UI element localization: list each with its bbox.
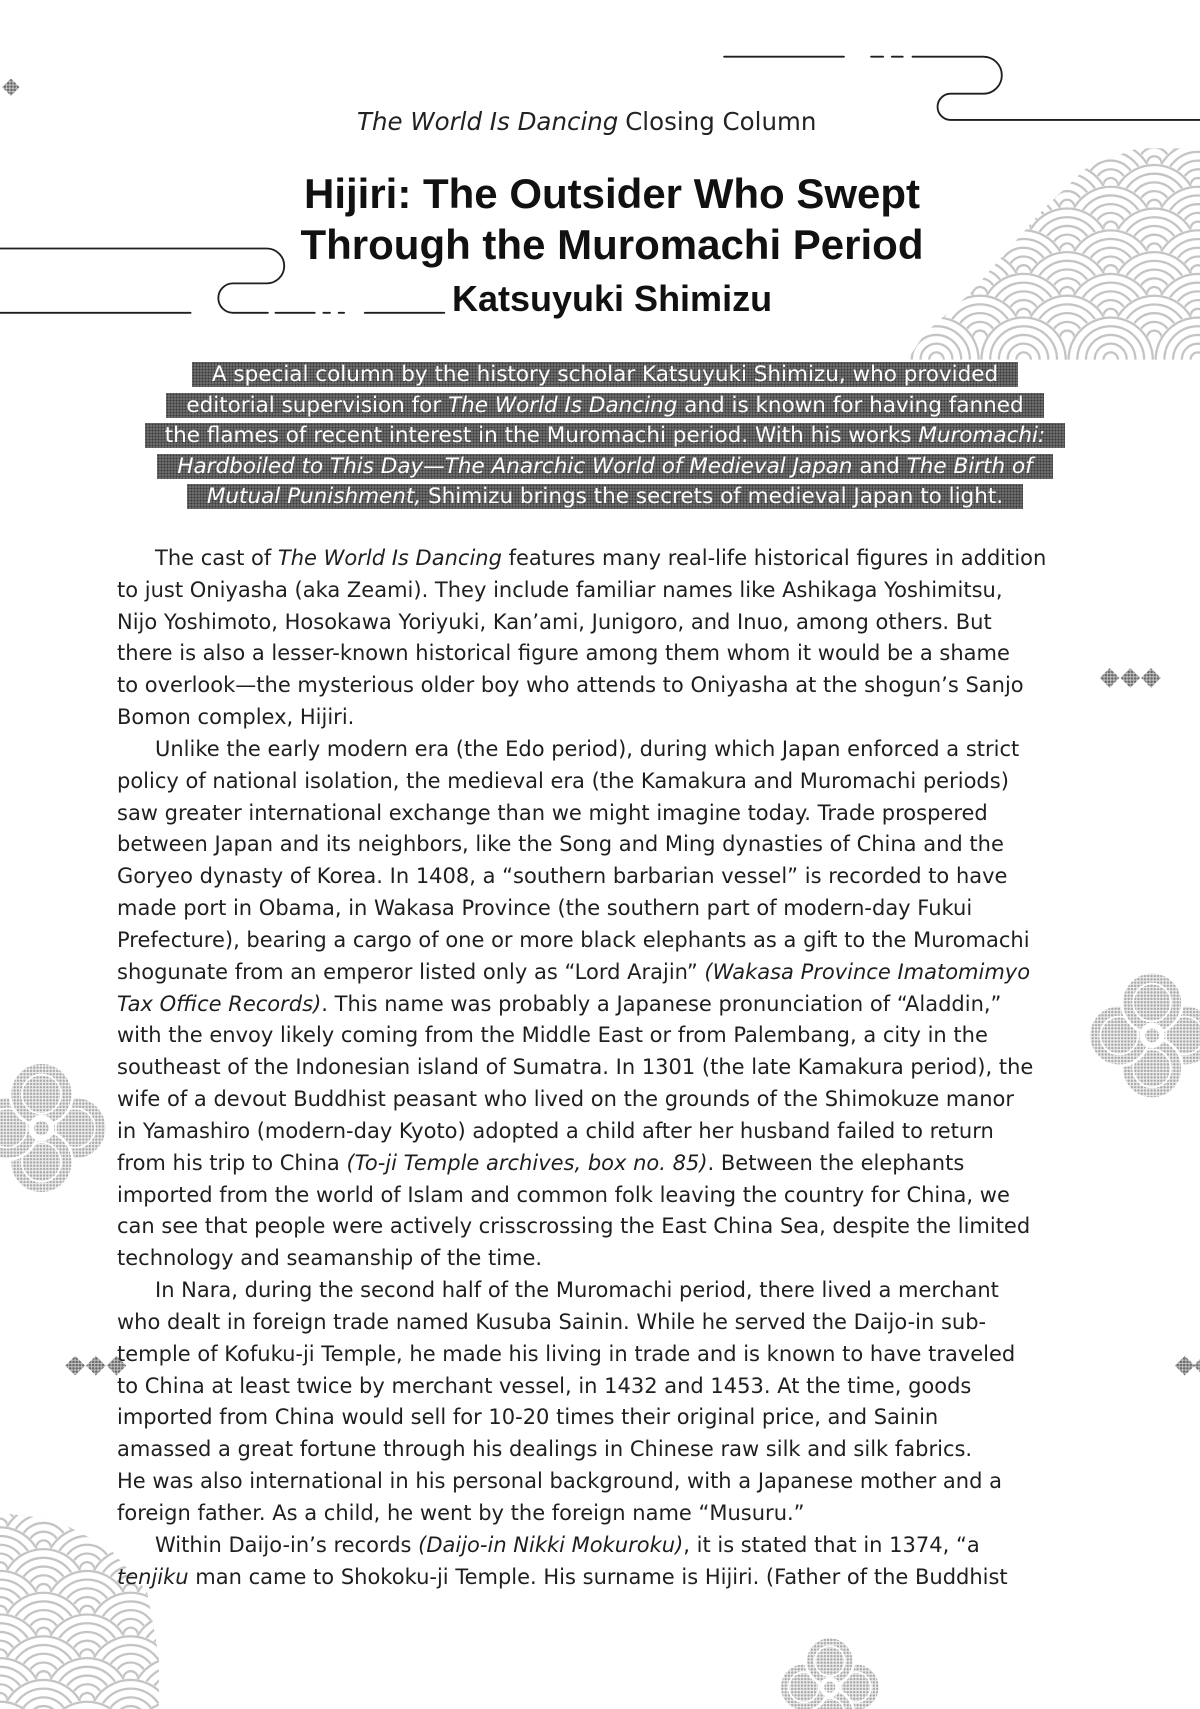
text-run: In Nara, during the second half of the Muromachi period, there lived a merchant <box>155 1278 999 1303</box>
author-name: Katsuyuki Shimizu <box>452 278 773 319</box>
text-run: He was also international in his personal background, with a Japanese mother and a <box>117 1469 1002 1494</box>
italic-text-run: (Daijo-in Nikki Mokuroku) <box>418 1532 684 1557</box>
flower-crest <box>0 1063 107 1194</box>
italic-text-run: (To-ji Temple archives, box no. 85) <box>346 1150 708 1175</box>
text-run: editorial supervision for <box>186 392 449 418</box>
body-line <box>117 798 1046 830</box>
body-line <box>117 829 1046 861</box>
text-run: amassed a great fortune through his dealings in Chinese raw silk and silk fabrics. <box>117 1437 973 1462</box>
body-line <box>117 1180 1046 1212</box>
wave-arc <box>80 1519 95 1526</box>
text-run: . This name was probably a Japanese pronunciation of “Aladdin,” <box>321 991 1002 1016</box>
body-line <box>117 989 1046 1021</box>
wave-arc <box>167 1649 182 1656</box>
article-title-line-2: Through the Muromachi Period <box>300 221 924 268</box>
series-title: The World Is Dancing <box>357 107 619 136</box>
wave-arc <box>71 1510 103 1526</box>
text-run: Bomon complex, Hijiri. <box>117 705 355 730</box>
text-run: Within Daijo-in’s records <box>155 1532 419 1557</box>
wave-arc <box>947 130 1014 163</box>
text-run: . Between the elephants <box>707 1150 965 1175</box>
wave-arc <box>877 322 909 338</box>
wave-arc <box>868 139 917 164</box>
body-line <box>117 893 1046 925</box>
text-run: the flames of recent interest in the Muromachi period. With his works <box>164 423 919 448</box>
wave-arc <box>1051 147 1083 163</box>
intro-line-text <box>166 393 1043 418</box>
body-line <box>117 543 1046 575</box>
intro-line <box>10 359 1200 390</box>
italic-text-run: Tax Office Records) <box>117 991 322 1016</box>
wave-arc <box>36 1497 51 1504</box>
wave-fan <box>849 120 936 164</box>
flower-center-dot <box>824 1682 835 1693</box>
body-line <box>117 1275 1046 1307</box>
ornament-curve-line <box>913 57 1200 120</box>
body-line <box>117 670 1046 702</box>
wave-arc <box>955 139 1004 164</box>
diamond-icon <box>65 1356 85 1376</box>
body-line <box>117 1530 1046 1562</box>
text-run: to overlook—the mysterious older boy who attends to Oniyasha at the shogun’s Sanjo <box>117 673 1024 698</box>
body-line <box>117 607 1046 639</box>
italic-text-run: (Wakasa Province Imatomimyo <box>704 959 1031 984</box>
diamond-icon <box>86 1356 106 1376</box>
wave-arc <box>1034 130 1101 163</box>
flower-crest <box>1089 972 1200 1098</box>
text-run: saw greater international exchange than we might imagine today. Trade prospered <box>117 800 988 825</box>
wave-fan-base <box>849 294 936 338</box>
body-line <box>117 925 1046 957</box>
body-line <box>117 1020 1046 1052</box>
intro-line <box>10 420 1200 451</box>
body-line <box>117 1371 1046 1403</box>
text-run: Unlike the early modern era (the Edo period), during which Japan enforced a strict <box>155 736 1020 761</box>
body-line <box>117 1052 1046 1084</box>
wave-arc <box>938 121 1022 163</box>
wave-arc <box>167 1693 182 1700</box>
wave-arc <box>851 121 935 163</box>
body-line <box>117 1211 1046 1243</box>
diamond-icon <box>1121 668 1141 688</box>
text-run: southeast of the Indonesian island of Sumatra. In 1301 (the late Kamakura period), the <box>117 1055 1034 1080</box>
italic-text-run: Mutual Punishment, <box>206 484 422 509</box>
flower-center-dot <box>34 1121 48 1135</box>
wave-fan-base <box>1024 120 1111 164</box>
body-line <box>117 638 1046 670</box>
body-line <box>117 1339 1046 1371</box>
wave-arc <box>1 1462 85 1504</box>
text-run: The cast of <box>155 546 278 570</box>
italic-text-run: The World Is Dancing <box>448 392 678 418</box>
intro-line <box>10 390 1200 421</box>
text-run: Goryeo dynasty of Korea. In 1408, a “southern barbarian vessel” is recorded to have <box>117 864 1008 889</box>
text-run: to just Oniyasha (aka Zeami). They include familiar names like Ashikaga Yoshimitsu, <box>117 577 1003 602</box>
text-run: Shimizu brings the secrets of medieval Japan to light. <box>421 484 1004 509</box>
wave-fan-base <box>936 120 1023 164</box>
wave-arc <box>10 1471 77 1504</box>
intro-blurb <box>10 359 1200 512</box>
intro-line-text <box>187 484 1023 509</box>
body-line <box>117 702 1046 734</box>
body-line <box>117 957 1046 989</box>
wave-arc <box>868 270 917 295</box>
text-run: there is also a lesser-known historical figure among them whom it would be a shame <box>117 641 1010 666</box>
wave-arc <box>1025 121 1109 163</box>
text-run: in Yamashiro (modern-day Kyoto) adopted a child after her husband failed to return <box>117 1118 994 1143</box>
wave-arc <box>158 1684 190 1700</box>
body-paragraph <box>117 543 1046 734</box>
wave-arc <box>167 1606 182 1613</box>
text-run: imported from the world of Islam and common folk leaving the country for China, we <box>117 1182 1010 1207</box>
body-line <box>117 1084 1046 1116</box>
wave-arc <box>886 156 901 163</box>
wave-fan <box>1024 120 1111 164</box>
text-run: and <box>852 453 907 479</box>
text-run: foreign father. As a child, he went by the foreign name “Musuru.” <box>117 1500 805 1525</box>
text-run: shogunate from an emperor listed only as “Lord Arajin” <box>117 959 705 984</box>
wave-arc <box>859 130 926 163</box>
text-run: , it is stated that in 1374, “a <box>683 1532 980 1557</box>
text-run: from his trip to China <box>117 1150 347 1175</box>
body-line <box>117 575 1046 607</box>
column-header <box>357 106 816 138</box>
text-run: to China at least twice by merchant vessel, in 1432 and 1453. At the time, goods <box>117 1373 972 1398</box>
text-run: who dealt in foreign trade named Kusuba Sainin. While he served the Daijo-in sub- <box>117 1309 987 1334</box>
text-run: imported from China would sell for 10-20 times their original price, and Sainin <box>117 1405 939 1430</box>
body-line <box>117 1402 1046 1434</box>
article-title-line-1: Hijiri: The Outsider Who Swept <box>303 170 920 217</box>
wave-arc <box>62 1501 111 1526</box>
wave-fan-base <box>849 120 936 164</box>
body-line <box>117 1466 1046 1498</box>
italic-text-run: Hardboiled to This Day—The Anarchic World of Medieval Japan <box>177 453 853 479</box>
text-run: man came to Shokoku-ji Temple. His surname is Hijiri. (Father of the Buddhist <box>188 1564 1008 1589</box>
body-paragraph <box>117 734 1046 1275</box>
wave-arc <box>868 313 917 338</box>
text-run: A special column by the history scholar Katsuyuki Shimizu, who provided <box>211 362 999 387</box>
text-run: Prefecture), bearing a cargo of one or more black elephants as a gift to the Muromachi <box>117 927 1030 952</box>
body-paragraph <box>117 1530 1046 1594</box>
text-run: features many real-life historical figures in addition <box>501 546 1047 570</box>
wave-arc <box>859 304 926 337</box>
article-body <box>117 543 1046 1593</box>
body-line <box>117 1562 1046 1594</box>
wave-arc <box>1042 139 1091 164</box>
text-run: between Japan and its neighbors, like the Song and Ming dynasties of China and the <box>117 832 1004 857</box>
italic-text-run: tenjiku <box>117 1564 189 1589</box>
wave-fan <box>849 294 936 338</box>
wave-arc <box>964 147 996 163</box>
wave-arc <box>929 309 944 316</box>
text-run: and is known for having fanned <box>677 392 1024 418</box>
body-paragraph <box>117 1275 1046 1530</box>
intro-line-text <box>157 454 1052 479</box>
text-run: Nijo Yoshimoto, Hosokawa Yoriyuki, Kan’ami, Junigoro, and Inuo, among others. But <box>117 609 992 634</box>
text-run: can see that people were actively crisscrossing the East China Sea, despite the limited <box>117 1214 1031 1239</box>
wave-arc <box>158 1597 190 1613</box>
body-line <box>117 861 1046 893</box>
text-run: wife of a devout Buddhist peasant who lived on the grounds of the Shimokuze manor <box>117 1087 1015 1112</box>
flower-center-dot <box>1145 1028 1159 1042</box>
wave-arc <box>158 1641 190 1657</box>
body-line <box>117 1116 1046 1148</box>
italic-text-run: The Birth of <box>906 453 1033 479</box>
diamond-icon <box>1193 1356 1200 1376</box>
text-run: policy of national isolation, the medieval era (the Kamakura and Muromachi periods) <box>117 768 1009 793</box>
body-line <box>117 1148 1046 1180</box>
body-line <box>117 766 1046 798</box>
body-line <box>117 1434 1046 1466</box>
italic-text-run: Muromachi: <box>918 423 1046 448</box>
wave-arc <box>973 156 988 163</box>
column-label: Closing Column <box>625 107 817 136</box>
wave-fan <box>936 120 1023 164</box>
wave-arc <box>28 1488 60 1504</box>
wave-arc <box>886 287 901 294</box>
wave-arc <box>886 331 901 338</box>
intro-line <box>10 481 1200 512</box>
wave-fan-base <box>0 1460 87 1504</box>
body-line <box>117 1307 1046 1339</box>
text-run: with the envoy likely coming from the Middle East or from Palembang, a city in the <box>117 1023 988 1048</box>
wave-arc <box>851 296 935 338</box>
intro-line <box>10 451 1200 482</box>
text-run: temple of Kofuku-ji Temple, he made his living in trade and is known to have traveled <box>117 1341 1016 1366</box>
wave-arc <box>19 1479 68 1504</box>
intro-line-text <box>192 362 1018 387</box>
wave-fan <box>0 1460 87 1504</box>
wave-arc <box>877 147 909 163</box>
wave-arc <box>1060 156 1075 163</box>
diamond-icon <box>2 78 19 95</box>
intro-line-text <box>145 423 1066 448</box>
diamond-icon <box>1141 668 1161 688</box>
wave-arc <box>54 1492 121 1525</box>
wave-arc <box>877 278 909 294</box>
body-line <box>117 1243 1046 1275</box>
diamond-icon <box>1100 668 1120 688</box>
text-run: technology and seamanship of the time. <box>117 1246 543 1271</box>
body-line <box>117 1498 1046 1530</box>
flower-crest <box>780 1637 880 1709</box>
text-run: made port in Obama, in Wakasa Province (the southern part of modern-day Fukui <box>117 896 973 921</box>
diamond-icon <box>1175 1356 1195 1376</box>
italic-text-run: The World Is Dancing <box>277 546 502 570</box>
body-line <box>117 734 1046 766</box>
